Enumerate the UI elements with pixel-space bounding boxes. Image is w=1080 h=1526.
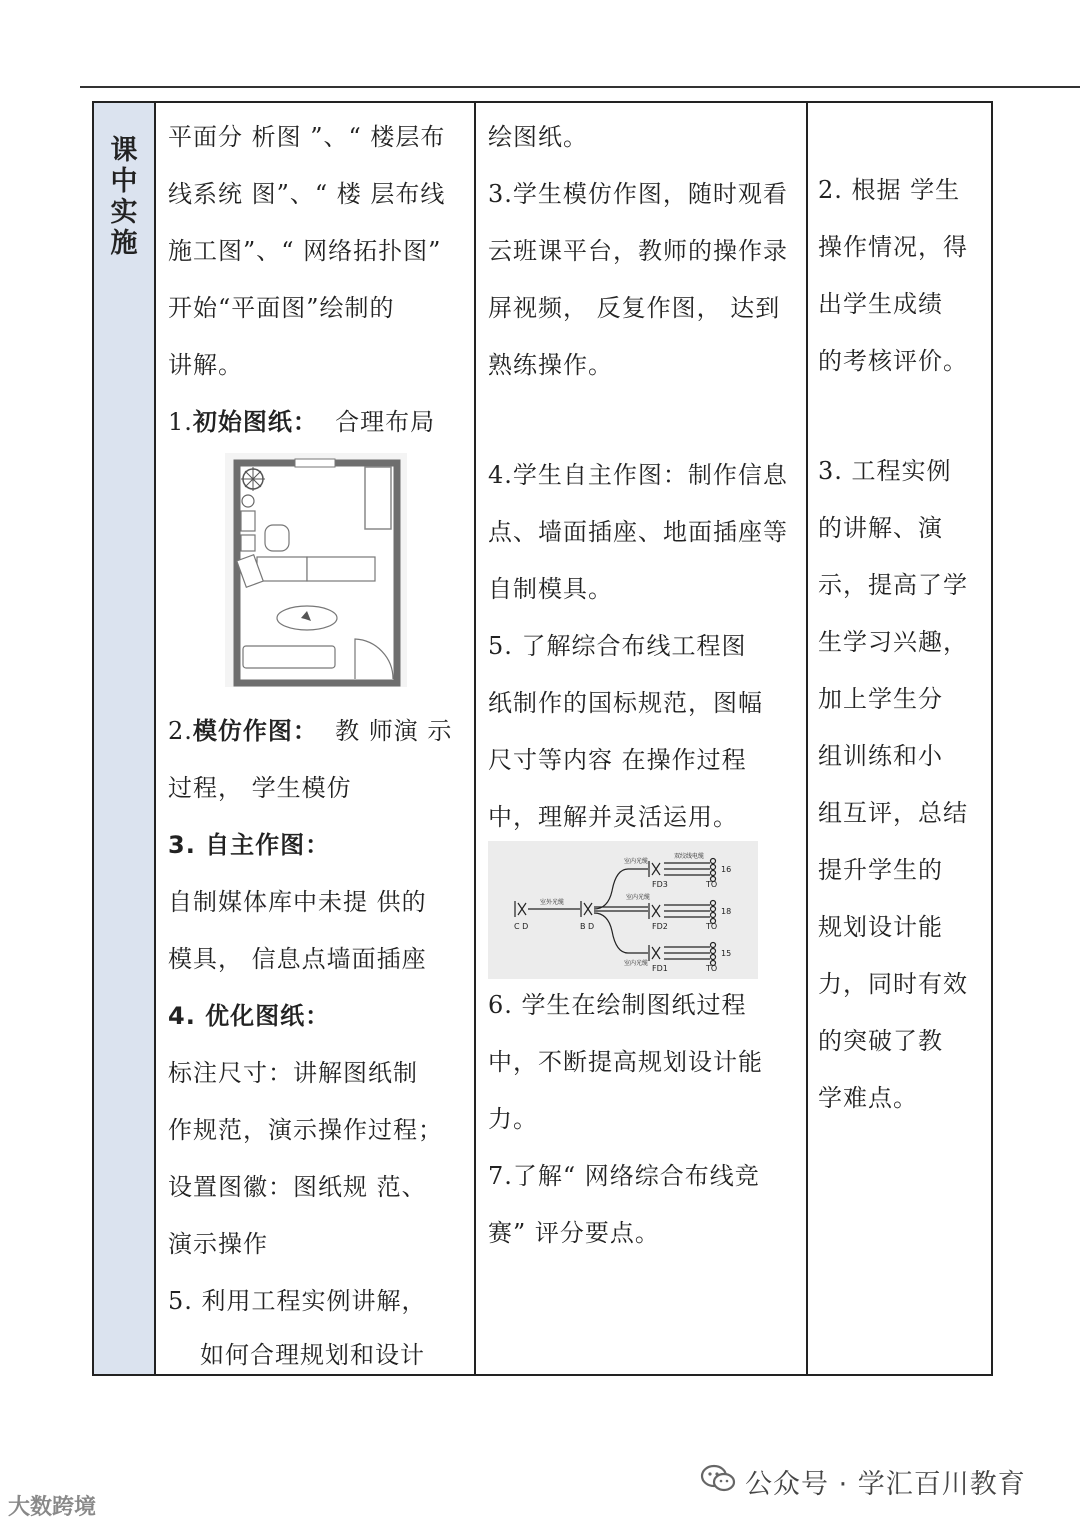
step1-number: 1. [168, 408, 193, 436]
step3-title: 3. 自主作图： [168, 831, 331, 859]
col2-line: 5. 了解综合布线工程图 [488, 632, 747, 660]
wechat-icon [700, 1463, 736, 1493]
indoor-fiber-label: 室内光缆 [626, 894, 651, 901]
cd-label: C D [514, 922, 529, 931]
teacher-activity-cell [155, 102, 475, 1375]
col3-line: 的考核评价。 [818, 347, 968, 375]
step4-title: 4. 优化图纸： [168, 1002, 331, 1030]
col2-line: 纸制作的国标规范，图幅 [488, 689, 763, 717]
col3-line: 规划设计能 [818, 913, 943, 941]
col2-line: 自制模具。 [488, 575, 613, 603]
col3-line: 力，同时有效 [818, 970, 968, 998]
indoor-fiber-label: 室内光缆 [624, 858, 649, 865]
col1-line: 平面分 析图 ”、“ 楼层布 [168, 123, 446, 151]
col3-line: 出学生成绩 [818, 290, 943, 318]
count-18: 18 [721, 907, 732, 916]
bd-label: B D [580, 922, 595, 931]
count-16: 16 [721, 865, 732, 874]
fd2-label: FD2 [652, 922, 668, 931]
col2-line: 7.了解“ 网络综合布线竞 [488, 1162, 760, 1190]
fd1-label: FD1 [652, 964, 668, 973]
footer-account: 公众号 · 学汇百川教育 [745, 1469, 1026, 1500]
step1-title: 初始图纸： [192, 408, 318, 436]
col1-line: 开始“平面图”绘制的 [168, 294, 395, 322]
floor-plan-icon [225, 453, 407, 687]
col2-line: 中，理解并灵活运用。 [488, 803, 738, 831]
step2-text: 教 师演 示 [335, 717, 453, 745]
col1-line: 作规范，演示操作过程； [168, 1116, 443, 1144]
step1-text: 合理布局 [335, 408, 436, 436]
col1-line: 自制媒体库中未提 供的 [168, 888, 427, 916]
outdoor-fiber-label: 室外光缆 [540, 899, 565, 906]
col1-line: 标注尺寸：讲解图纸制 [168, 1059, 418, 1087]
col2-line: 力。 [488, 1105, 538, 1133]
step2-number: 2. [168, 717, 193, 745]
to-label: TO [706, 922, 718, 931]
count-15: 15 [721, 949, 732, 958]
col1-line: 讲解。 [168, 351, 243, 379]
col2-line: 绘图纸。 [488, 123, 588, 151]
step2-heading [168, 711, 452, 746]
design-intent-cell [807, 102, 992, 1375]
fd3-label: FD3 [652, 880, 668, 889]
col2-line: 熟练操作。 [488, 351, 613, 379]
col1-line: 如何合理规划和设计 [200, 1341, 425, 1369]
col2-line: 6. 学生在绘制图纸过程 [488, 991, 747, 1019]
col2-line: 赛” 评分要点。 [488, 1219, 660, 1247]
col3-line: 示，提高了学 [818, 571, 968, 599]
col1-line: 模具， 信息点墙面插座 [168, 945, 427, 973]
col3-line: 3. 工程实例 [818, 457, 952, 485]
col3-line: 2. 根据 学生 [818, 176, 961, 204]
col2-line: 屏视频， 反复作图， 达到 [488, 294, 781, 322]
col3-line: 提升学生的 [818, 856, 943, 884]
col1-line: 设置图徽：图纸规 范、 [168, 1173, 427, 1201]
step1-heading [168, 402, 435, 437]
col3-line: 操作情况，得 [818, 233, 968, 261]
col1-line: 线系统 图”、“ 楼 层布线 [168, 180, 446, 208]
col2-line: 云班课平台，教师的操作录 [488, 237, 788, 265]
top-rule [80, 86, 1080, 88]
col2-line: 尺寸等内容 在操作过程 [488, 746, 747, 774]
col3-line: 组互评，总结 [818, 799, 968, 827]
to-label: TO [706, 880, 718, 889]
col3-line: 组训练和小 [818, 742, 943, 770]
col1-line: 5. 利用工程实例讲解， [168, 1287, 427, 1315]
lesson-table [92, 101, 993, 1376]
indoor-fiber-label: 室内光缆 [624, 960, 649, 967]
section-label: 课中实施 [110, 135, 138, 259]
cabling-topology-diagram [488, 841, 758, 979]
watermark: 大数跨境 [8, 1495, 97, 1520]
col3-line: 的突破了教 [818, 1027, 943, 1055]
twisted-cable-label: 双绞线电缆 [674, 853, 705, 860]
col1-line: 演示操作 [168, 1230, 268, 1258]
table-row [93, 102, 992, 1375]
col3-line: 生学习兴趣， [818, 628, 968, 656]
col2-line: 3.学生模仿作图，随时观看 [488, 180, 788, 208]
col2-line: 点、墙面插座、地面插座等 [488, 518, 788, 546]
col2-line: 中，不断提高规划设计能 [488, 1048, 763, 1076]
student-activity-cell [475, 102, 807, 1375]
col2-line: 4.学生自主作图：制作信息 [488, 461, 788, 489]
step2-title: 模仿作图： [192, 717, 318, 745]
col3-line: 学难点。 [818, 1084, 918, 1112]
col3-line: 加上学生分 [818, 685, 943, 713]
section-label-cell [93, 102, 155, 1375]
col1-line: 施工图”、“ 网络拓扑图” [168, 237, 442, 265]
col1-line: 过程， 学生模仿 [168, 774, 352, 802]
to-label: TO [706, 964, 718, 973]
col3-line: 的讲解、演 [818, 514, 943, 542]
